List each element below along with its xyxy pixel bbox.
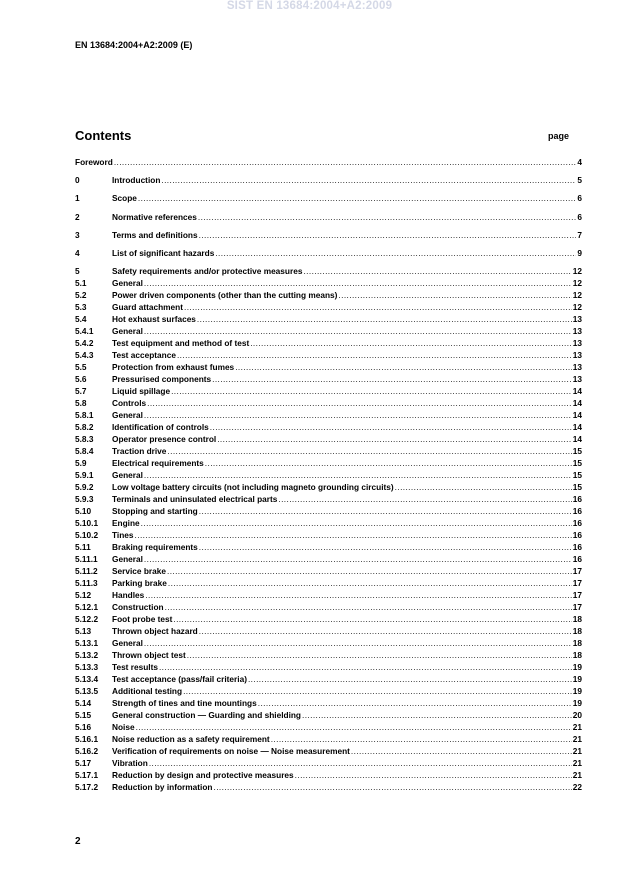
toc-leader-dots — [250, 337, 572, 349]
toc-entry-page: 15 — [572, 482, 582, 493]
toc-entry[interactable] — [75, 229, 582, 241]
toc-entry-title: Thrown object hazard — [112, 626, 198, 637]
toc-entry-title: Operator presence control — [112, 434, 217, 445]
toc-entry-number: 5.8 — [75, 398, 87, 409]
toc-entry[interactable] — [75, 192, 582, 204]
toc-entry[interactable] — [75, 493, 582, 505]
toc-entry-number: 5.10 — [75, 506, 92, 517]
toc-entry-number: 5.9.2 — [75, 482, 94, 493]
toc-entry-title: Braking requirements — [112, 542, 198, 553]
toc-leader-dots — [149, 757, 572, 769]
toc-leader-dots — [171, 385, 572, 397]
toc-leader-dots — [199, 625, 572, 637]
toc-entry-page: 13 — [572, 326, 582, 337]
toc-entry-title: Hot exhaust surfaces — [112, 314, 196, 325]
toc-entry-number: 5 — [75, 266, 80, 277]
toc-entry-page: 21 — [572, 746, 582, 757]
toc-entry-page: 16 — [572, 506, 582, 517]
toc-entry-title: Noise — [112, 722, 135, 733]
toc-entry-number: 5.4 — [75, 314, 87, 325]
toc-entry-page: 16 — [572, 554, 582, 565]
toc-entry-number: 5.17.1 — [75, 770, 99, 781]
page-column-label: page — [548, 131, 570, 141]
toc-entry-page: 16 — [572, 530, 582, 541]
toc-entry-title: Reduction by information — [112, 782, 213, 793]
toc-entry-number: 5.16.1 — [75, 734, 99, 745]
toc-entry[interactable] — [75, 247, 582, 259]
toc-entry[interactable] — [75, 721, 582, 733]
toc-entry-title: Reduction by design and protective measures — [112, 770, 294, 781]
toc-entry-title: General — [112, 554, 143, 565]
toc-entry-number: 5.1 — [75, 278, 87, 289]
toc-entry-page: 12 — [572, 302, 582, 313]
toc-entry-number: 5.4.3 — [75, 350, 94, 361]
toc-entry-title: General — [112, 326, 143, 337]
toc-entry-title: Power driven components (other than the cutting means) — [112, 290, 338, 301]
toc-entry-page: 20 — [572, 710, 582, 721]
toc-leader-dots — [271, 733, 572, 745]
toc-entry-number: 5.12 — [75, 590, 92, 601]
toc-leader-dots — [144, 553, 572, 565]
toc-entry-title: General — [112, 638, 143, 649]
toc-entry-title: General — [112, 278, 143, 289]
toc-entry-number: 4 — [75, 247, 80, 258]
toc-entry[interactable] — [75, 769, 582, 781]
toc-entry-page: 6 — [577, 211, 582, 222]
toc-leader-dots — [165, 601, 572, 613]
toc-entry-title: Test results — [112, 662, 158, 673]
toc-entry-page: 19 — [572, 698, 582, 709]
toc-entry[interactable] — [75, 517, 582, 529]
toc-leader-dots — [177, 349, 572, 361]
toc-entry-number: 5.9 — [75, 458, 87, 469]
toc-entry-title: Noise reduction as a safety requirement — [112, 734, 270, 745]
toc-entry-page: 12 — [572, 290, 582, 301]
toc-entry-page: 18 — [572, 638, 582, 649]
toc-entry-number: 5.16 — [75, 722, 92, 733]
toc-leader-dots — [183, 685, 572, 697]
toc-entry-number: 5.11.3 — [75, 578, 98, 589]
toc-entry-number: 5.2 — [75, 290, 87, 301]
toc-leader-dots — [198, 211, 577, 223]
toc-entry[interactable] — [75, 433, 582, 445]
toc-entry-number: 5.11 — [75, 542, 91, 553]
toc-entry[interactable] — [75, 541, 582, 553]
toc-entry-page: 16 — [572, 542, 582, 553]
toc-entry-number: 5.7 — [75, 386, 87, 397]
toc-entry-number: 5.3 — [75, 302, 87, 313]
toc-leader-dots — [248, 673, 572, 685]
toc-entry-title: General construction — Guarding and shielding — [112, 710, 302, 721]
toc-leader-dots — [145, 589, 571, 601]
toc-entry[interactable] — [75, 529, 582, 541]
toc-leader-dots — [187, 649, 572, 661]
toc-entry[interactable] — [75, 313, 582, 325]
toc-entry[interactable] — [75, 781, 582, 793]
toc-entry[interactable] — [75, 469, 582, 481]
toc-leader-dots — [215, 247, 576, 259]
toc-entry-page: 17 — [572, 578, 582, 589]
toc-entry[interactable] — [75, 457, 582, 469]
toc-leader-dots — [173, 613, 571, 625]
toc-entry-number: 5.14 — [75, 698, 92, 709]
toc-entry-page: 13 — [572, 362, 582, 373]
toc-leader-dots — [258, 697, 572, 709]
toc-entry-page: 16 — [572, 518, 582, 529]
toc-entry[interactable] — [75, 757, 582, 769]
toc-entry[interactable] — [75, 265, 582, 277]
toc-entry-page: 14 — [572, 422, 582, 433]
toc-entry-title: Electrical requirements — [112, 458, 204, 469]
toc-entry[interactable] — [75, 277, 582, 289]
toc-entry-title: Parking brake — [112, 578, 167, 589]
toc-entry-title: Tines — [112, 530, 134, 541]
toc-leader-dots — [167, 445, 571, 457]
toc-entry-page: 13 — [572, 338, 582, 349]
toc-leader-dots — [205, 457, 572, 469]
toc-entry-number: 1 — [75, 193, 80, 204]
toc-entry-page: 21 — [572, 734, 582, 745]
toc-entry[interactable] — [75, 697, 582, 709]
toc-entry-number: 5.13.4 — [75, 674, 99, 685]
toc-entry-page: 18 — [572, 626, 582, 637]
toc-leader-dots — [136, 721, 572, 733]
toc-entry-page: 21 — [572, 722, 582, 733]
toc-entry-page: 4 — [577, 157, 582, 167]
toc-entry-title: Stopping and starting — [112, 506, 198, 517]
toc-entry-number: 5.17.2 — [75, 782, 99, 793]
toc-leader-dots — [199, 229, 577, 241]
toc-entry[interactable] — [75, 745, 582, 757]
toc-entry-title: Pressurised components — [112, 374, 212, 385]
toc-entry[interactable] — [75, 709, 582, 721]
toc-leader-dots — [210, 421, 572, 433]
toc-entry-title: Liquid spillage — [112, 386, 171, 397]
toc-leader-dots — [213, 781, 571, 793]
toc-entry-page: 14 — [572, 410, 582, 421]
toc-entry[interactable] — [75, 625, 582, 637]
toc-entry-title: Verification of requirements on noise — Noise measurement — [112, 746, 350, 757]
toc-entry[interactable] — [75, 337, 582, 349]
toc-entry-title: List of significant hazards — [112, 247, 215, 258]
toc-entry-number: 5.12.2 — [75, 614, 99, 625]
toc-entry[interactable] — [75, 349, 582, 361]
toc-entry-page: 17 — [572, 566, 582, 577]
toc-entry-number: 5.13.3 — [75, 662, 99, 673]
toc-entry-number: 5.4.1 — [75, 326, 94, 337]
toc-entry-page: 6 — [577, 193, 582, 204]
toc-entry-number: 5.10.1 — [75, 518, 99, 529]
toc-leader-dots — [144, 469, 572, 481]
toc-leader-dots — [217, 433, 572, 445]
toc-entry-number: 5.10.2 — [75, 530, 99, 541]
toc-entry[interactable] — [75, 156, 582, 168]
toc-entry-number: 5.13.2 — [75, 650, 99, 661]
toc-leader-dots — [395, 481, 572, 493]
toc-entry-number: 5.6 — [75, 374, 87, 385]
toc-entry-title: Low voltage battery circuits (not including magneto grounding circuits) — [112, 482, 394, 493]
toc-entry[interactable] — [75, 505, 582, 517]
toc-leader-dots — [168, 577, 572, 589]
toc-leader-dots — [144, 409, 572, 421]
toc-entry[interactable] — [75, 673, 582, 685]
toc-leader-dots — [144, 637, 572, 649]
toc-entry-page: 15 — [572, 470, 582, 481]
toc-entry-page: 9 — [577, 247, 582, 258]
toc-entry-page: 13 — [572, 374, 582, 385]
toc-entry[interactable] — [75, 409, 582, 421]
toc-leader-dots — [141, 517, 572, 529]
toc-entry-number: 5.11.1 — [75, 554, 98, 565]
toc-leader-dots — [114, 156, 577, 168]
toc-leader-dots — [338, 289, 571, 301]
toc-leader-dots — [235, 361, 572, 373]
toc-entry-page: 14 — [572, 386, 582, 397]
toc-entry-page: 14 — [572, 398, 582, 409]
toc-entry-number: 5.13 — [75, 626, 92, 637]
toc-leader-dots — [144, 277, 572, 289]
toc-entry-title: Strength of tines and tine mountings — [112, 698, 257, 709]
toc-entry[interactable] — [75, 553, 582, 565]
toc-entry-number: 5.8.1 — [75, 410, 94, 421]
toc-entry-number: 5.8.2 — [75, 422, 94, 433]
page-number: 2 — [75, 836, 81, 847]
toc-entry-title: Construction — [112, 602, 164, 613]
toc-entry-page: 17 — [572, 602, 582, 613]
toc-leader-dots — [135, 529, 572, 541]
toc-leader-dots — [138, 192, 576, 204]
document-reference: EN 13684:2004+A2:2009 (E) — [75, 40, 193, 50]
toc-entry[interactable] — [75, 421, 582, 433]
toc-entry-page: 18 — [572, 650, 582, 661]
toc-entry-number: 3 — [75, 229, 80, 240]
toc-entry-title: Thrown object test — [112, 650, 186, 661]
toc-entry-page: 15 — [572, 458, 582, 469]
toc-entry-title: Safety requirements and/or protective measures — [112, 266, 303, 277]
toc-entry-page: 12 — [572, 266, 582, 277]
toc-entry-number: 5.4.2 — [75, 338, 94, 349]
toc-leader-dots — [199, 541, 572, 553]
toc-leader-dots — [197, 313, 572, 325]
toc-entry[interactable] — [75, 733, 582, 745]
toc-leader-dots — [167, 565, 572, 577]
toc-leader-dots — [212, 373, 572, 385]
toc-entry-page: 16 — [572, 494, 582, 505]
toc-entry-page: 19 — [572, 662, 582, 673]
toc-entry[interactable] — [75, 649, 582, 661]
toc-leader-dots — [278, 493, 571, 505]
toc-entry-page: 17 — [572, 590, 582, 601]
toc-entry-number: 5.17 — [75, 758, 92, 769]
toc-entry-title: Service brake — [112, 566, 166, 577]
toc-entry[interactable] — [75, 589, 582, 601]
toc-entry-number: 5.9.3 — [75, 494, 94, 505]
toc-entry-title: Engine — [112, 518, 140, 529]
toc-entry-title: Test acceptance (pass/fail criteria) — [112, 674, 247, 685]
toc-entry-title: Introduction — [112, 175, 161, 186]
toc-entry-title: Foot probe test — [112, 614, 173, 625]
toc-entry-title: Handles — [112, 590, 145, 601]
toc-entry[interactable] — [75, 361, 582, 373]
toc-entry-title: Traction drive — [112, 446, 167, 457]
toc-entry[interactable] — [75, 211, 582, 223]
toc-entry-page: 19 — [572, 686, 582, 697]
toc-entry[interactable] — [75, 637, 582, 649]
toc-leader-dots — [184, 301, 572, 313]
toc-leader-dots — [159, 661, 572, 673]
toc-entry[interactable] — [75, 289, 582, 301]
toc-entry-title: Identification of controls — [112, 422, 209, 433]
toc-entry[interactable] — [75, 301, 582, 313]
toc-entry-title: Terminals and uninsulated electrical parts — [112, 494, 278, 505]
toc-entry-title: Vibration — [112, 758, 148, 769]
toc-entry-page: 19 — [572, 674, 582, 685]
toc-leader-dots — [144, 325, 572, 337]
toc-entry[interactable] — [75, 445, 582, 457]
toc-entry-page: 22 — [572, 782, 582, 793]
toc-entry[interactable] — [75, 481, 582, 493]
toc-leader-dots — [295, 769, 572, 781]
toc-entry-number: 5.11.2 — [75, 566, 98, 577]
toc-entry[interactable] — [75, 601, 582, 613]
toc-entry-title: Controls — [112, 398, 147, 409]
toc-entry-number: 5.9.1 — [75, 470, 94, 481]
toc-leader-dots — [302, 709, 572, 721]
toc-entry-title: General — [112, 410, 143, 421]
toc-entry-page: 21 — [572, 758, 582, 769]
toc-leader-dots — [147, 397, 572, 409]
toc-entry[interactable] — [75, 385, 582, 397]
toc-entry-number: 0 — [75, 175, 80, 186]
toc-entry[interactable] — [75, 685, 582, 697]
toc-entry-number: 5.5 — [75, 362, 87, 373]
toc-entry-title: Terms and definitions — [112, 229, 198, 240]
toc-entry-page: 5 — [577, 175, 582, 186]
toc-entry-number: 2 — [75, 211, 80, 222]
toc-entry-title: Guard attachment — [112, 302, 183, 313]
toc-leader-dots — [303, 265, 571, 277]
toc-entry-title: Normative references — [112, 211, 197, 222]
toc-entry-page: 15 — [572, 446, 582, 457]
toc-entry-page: 21 — [572, 770, 582, 781]
toc-entry-number: 5.15 — [75, 710, 92, 721]
toc-entry-page: 13 — [572, 350, 582, 361]
toc-entry-title: Protection from exhaust fumes — [112, 362, 235, 373]
toc-entry[interactable] — [75, 565, 582, 577]
toc-entry-number: 5.16.2 — [75, 746, 99, 757]
toc-entry-title: Test acceptance — [112, 350, 176, 361]
toc-entry-page: 13 — [572, 314, 582, 325]
toc-entry-number: 5.13.1 — [75, 638, 99, 649]
toc-entry-number: 5.13.5 — [75, 686, 99, 697]
toc-entry-number: 5.8.3 — [75, 434, 94, 445]
toc-entry-page: 18 — [572, 614, 582, 625]
table-of-contents — [75, 156, 582, 793]
toc-entry[interactable] — [75, 174, 582, 186]
toc-entry-title: General — [112, 470, 143, 481]
toc-entry-page: 14 — [572, 434, 582, 445]
toc-entry-title: Additional testing — [112, 686, 183, 697]
toc-leader-dots — [199, 505, 572, 517]
toc-entry-title: Foreword — [75, 157, 113, 167]
toc-entry[interactable] — [75, 661, 582, 673]
toc-entry[interactable] — [75, 397, 582, 409]
toc-entry-title: Test equipment and method of test — [112, 338, 250, 349]
toc-entry[interactable] — [75, 613, 582, 625]
contents-heading: Contents — [75, 128, 132, 143]
toc-entry[interactable] — [75, 577, 582, 589]
toc-entry-page: 7 — [577, 229, 582, 240]
toc-entry[interactable] — [75, 373, 582, 385]
toc-entry[interactable] — [75, 325, 582, 337]
watermark: SIST EN 13684:2004+A2:2009 — [226, 0, 393, 12]
toc-leader-dots — [351, 745, 572, 757]
toc-leader-dots — [161, 174, 576, 186]
toc-entry-number: 5.12.1 — [75, 602, 99, 613]
toc-entry-page: 12 — [572, 278, 582, 289]
toc-entry-title: Scope — [112, 193, 137, 204]
toc-entry-number: 5.8.4 — [75, 446, 94, 457]
